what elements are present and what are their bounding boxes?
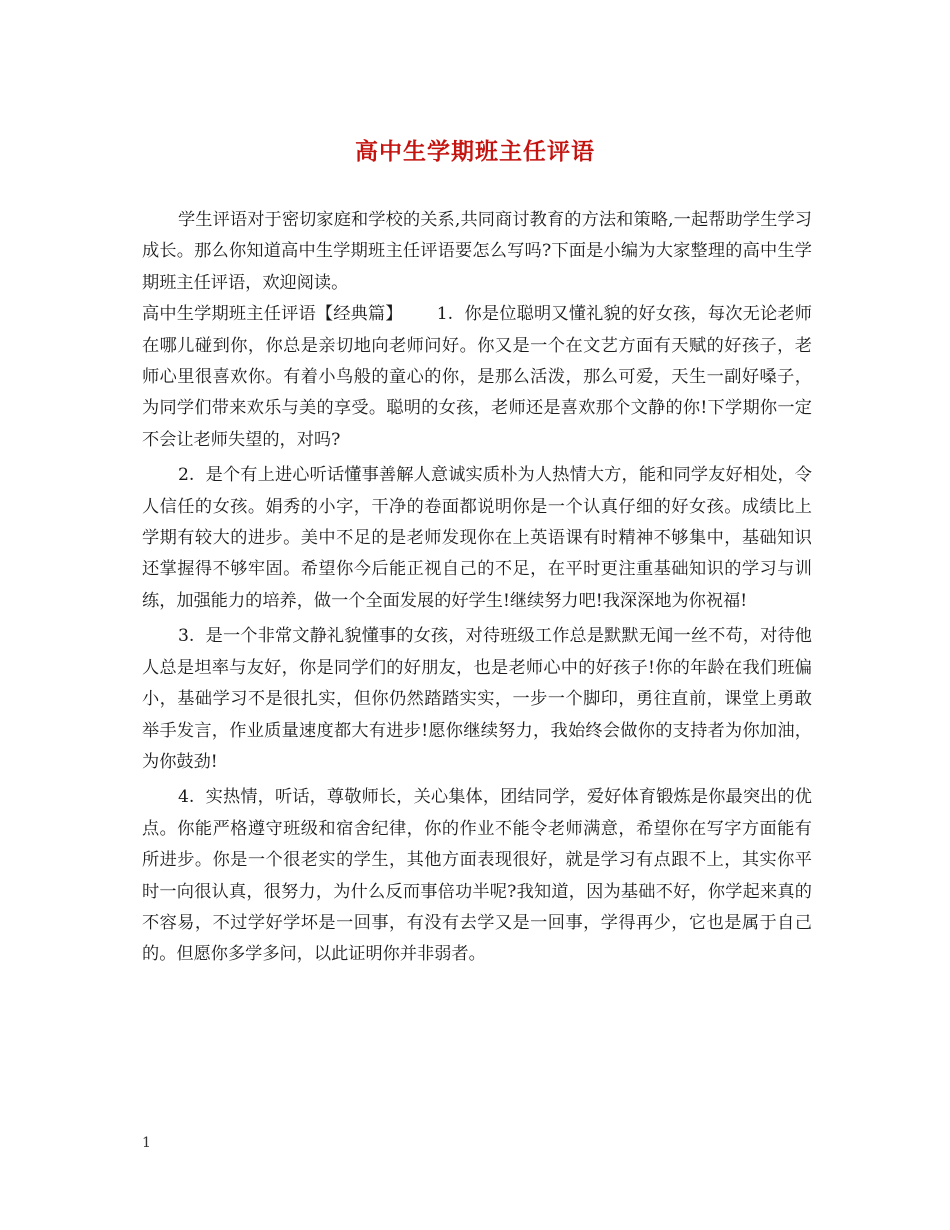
document-body xyxy=(142,205,812,971)
item-number: 3. xyxy=(178,626,195,647)
item-4-paragraph xyxy=(142,782,812,970)
item-number: 2. xyxy=(178,465,195,486)
item-text: 你是位聪明又懂礼貌的好女孩，每次无论老师在哪儿碰到你，你总是亲切地向老师问好。你又是一个在文艺方面有天赋的好孩子，老师心里很喜欢你。有着小鸟般的童心的你，是那么活泼，那么可爱，天生一副好嗓子，为同学们带来欢乐与美的享受。聪明的女孩，老师还是喜欢那个文静的你!下学期你一定不会让老师失望的，对吗? xyxy=(142,304,812,450)
item-number: 4. xyxy=(178,787,195,808)
item-number: 1. xyxy=(436,304,454,325)
page-title: 高中生学期班主任评语 xyxy=(355,138,595,165)
item-1-paragraph xyxy=(142,299,812,456)
page-number: 1 xyxy=(142,1135,151,1151)
intro-paragraph: 学生评语对于密切家庭和学校的关系,共同商讨教育的方法和策略,一起帮助学生学习成长。那么你知道高中生学期班主任评语要怎么写吗?下面是小编为大家整理的高中生学期班主任评语，欢迎阅读。 xyxy=(142,210,812,293)
section-heading: 高中生学期班主任评语【经典篇】 xyxy=(142,304,403,325)
item-3-paragraph xyxy=(142,621,812,778)
item-text: 是个有上进心听话懂事善解人意诚实质朴为人热情大方，能和同学友好相处，令人信任的女孩。娟秀的小字，干净的卷面都说明你是一个认真仔细的好女孩。成绩比上学期有较大的进步。美中不足的是老师发现你在上英语课有时精神不够集中，基础知识还掌握得不够牢固。希望你今后能正视自己的不足，在平时更注重基础知识的学习与训练，加强能力的培养，做一个全面发展的好学生!继续努力吧!我深深地为你祝福! xyxy=(142,465,812,611)
item-2-paragraph xyxy=(142,460,812,617)
item-text: 实热情，听话，尊敬师长，关心集体，团结同学，爱好体育锻炼是你最突出的优点。你能严格遵守班级和宿舍纪律，你的作业不能令老师满意，希望你在写字方面能有所进步。你是一个很老实的学生，其他方面表现很好，就是学习有点跟不上，其实你平时一向很认真，很努力，为什么反而事倍功半呢?我知道，因为基础不好，你学起来真的不容易，不过学好学坏是一回事，有没有去学又是一回事，学得再少，它也是属于自己的。但愿你多学多问，以此证明你并非弱者。 xyxy=(142,787,812,965)
item-text: 是一个非常文静礼貌懂事的女孩，对待班级工作总是默默无闻一丝不苟，对待他人总是坦率与友好，你是同学们的好朋友，也是老师心中的好孩子!你的年龄在我们班偏小，基础学习不是很扎实，但你仍然踏踏实实，一步一个脚印，勇往直前，课堂上勇敢举手发言，作业质量速度都大有进步!愿你继续努力，我始终会做你的支持者为你加油，为你鼓劲! xyxy=(142,626,812,772)
